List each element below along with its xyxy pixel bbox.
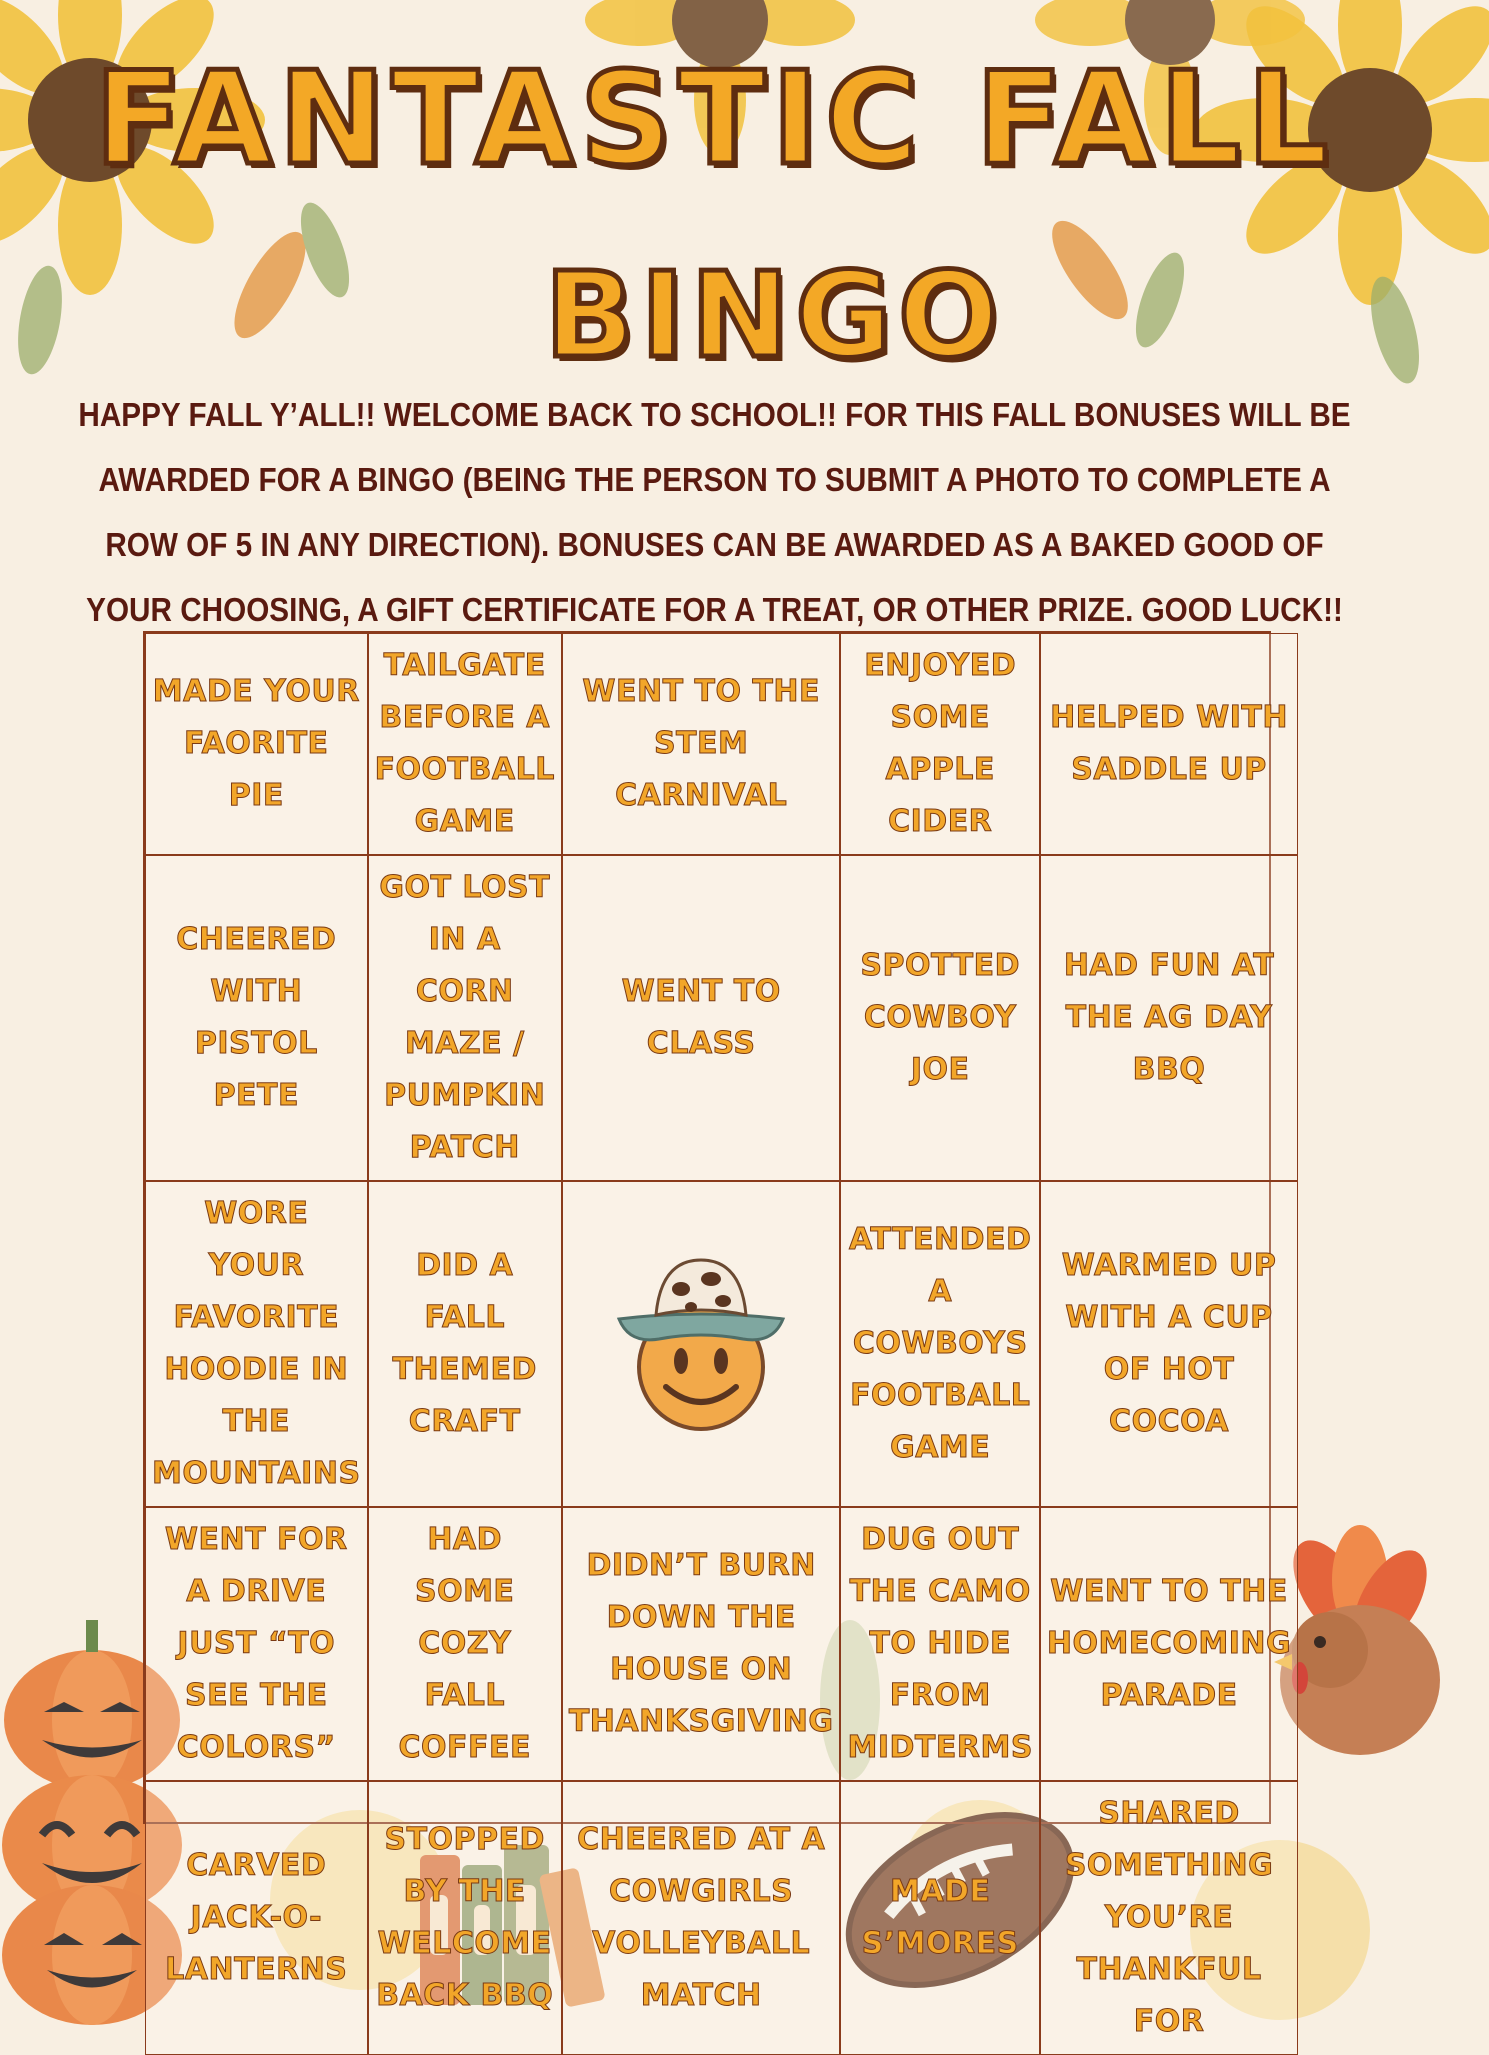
bingo-cell-label: CARVED JACK-O-LANTERNS bbox=[165, 1848, 348, 1987]
bingo-cell-label: WENT FOR A DRIVE JUST “TO SEE THE COLORS” bbox=[164, 1522, 348, 1765]
bingo-cell-label: CHEERED WITH PISTOL PETE bbox=[176, 922, 337, 1113]
bingo-cell[interactable] bbox=[562, 633, 841, 855]
bingo-cell[interactable] bbox=[562, 1781, 841, 2055]
bingo-cell[interactable] bbox=[145, 855, 368, 1181]
bingo-cell-label: ENJOYED SOME APPLE CIDER bbox=[864, 648, 1017, 839]
bingo-cell[interactable] bbox=[145, 1781, 368, 2055]
bingo-cell-label: SHARED SOMETHING YOU’RE THANKFUL FOR bbox=[1064, 1796, 1274, 2039]
bingo-cell[interactable] bbox=[840, 1781, 1039, 2055]
bingo-cell[interactable] bbox=[145, 1181, 368, 1507]
bingo-cell[interactable] bbox=[1040, 633, 1298, 855]
bingo-cell-label: WENT TO THE HOMECOMING PARADE bbox=[1046, 1574, 1292, 1713]
bingo-cell-label: STOPPED BY THE WELCOME BACK BBQ bbox=[376, 1822, 554, 2013]
bingo-cell-label: MADE YOUR FAORITE PIE bbox=[152, 674, 360, 813]
bingo-cell[interactable] bbox=[368, 1781, 562, 2055]
bingo-cell-label: WORE YOUR FAVORITE HOODIE IN THE MOUNTAINS bbox=[152, 1196, 361, 1491]
bingo-cell[interactable] bbox=[145, 1507, 368, 1781]
bingo-cell-label: DUG OUT THE CAMO TO HIDE FROM MIDTERMS bbox=[847, 1522, 1033, 1765]
bingo-cell-label: SPOTTED COWBOY JOE bbox=[860, 948, 1020, 1087]
bingo-grid bbox=[143, 631, 1292, 2039]
bingo-cell[interactable] bbox=[368, 1181, 562, 1507]
bingo-cell-label: HELPED WITH SADDLE UP bbox=[1050, 700, 1288, 787]
bingo-cell-label: MADE S’MORES bbox=[861, 1874, 1019, 1961]
bingo-cell-label: WENT TO CLASS bbox=[621, 974, 781, 1061]
bingo-cell[interactable] bbox=[1040, 1507, 1298, 1781]
bingo-cell[interactable] bbox=[368, 633, 562, 855]
bingo-cell[interactable] bbox=[840, 1507, 1039, 1781]
bingo-cell[interactable] bbox=[1040, 855, 1298, 1181]
bingo-cell[interactable] bbox=[840, 633, 1039, 855]
page-title: FANTASTIC FALL bbox=[94, 45, 1335, 194]
bingo-cell-label: DIDN’T BURN DOWN THE HOUSE ON THANKSGIVING bbox=[568, 1548, 834, 1739]
bingo-free-space[interactable] bbox=[562, 1181, 841, 1507]
bingo-cell-label: CHEERED AT A COWGIRLS VOLLEYBALL MATCH bbox=[577, 1822, 826, 2013]
cowboy-smiley-icon bbox=[611, 1249, 791, 1439]
bingo-cell-label: HAD SOME COZY FALL COFFEE bbox=[398, 1522, 531, 1765]
bingo-cell-label: HAD FUN AT THE AG DAY BBQ bbox=[1063, 948, 1275, 1087]
intro-text: HAPPY FALL Y’ALL!! WELCOME BACK TO SCHOOL!! FOR THIS FALL BONUSES WILL BE AWARDED FOR A BINGO (BEING THE PERSON TO SUBMIT A PHOTO TO COMPLETE A ROW OF 5 IN ANY DIRECTION). BONUSES CAN BE AWARDED AS A BAKED GOOD OF YOUR CHOOSING, A GIFT CERTIFICATE FOR A TREAT, OR OTHER PRIZE. GOOD LUCK!! bbox=[78, 396, 1351, 628]
bingo-cell-label: TAILGATE BEFORE A FOOTBALL GAME bbox=[374, 648, 555, 839]
bingo-cell[interactable] bbox=[1040, 1181, 1298, 1507]
bingo-cell-label: DID A FALL THEMED CRAFT bbox=[392, 1248, 537, 1439]
bingo-cell[interactable] bbox=[368, 855, 562, 1181]
bingo-cell-label: GOT LOST IN A CORN MAZE / PUMPKIN PATCH bbox=[379, 870, 551, 1165]
bingo-cell[interactable] bbox=[145, 633, 368, 855]
bingo-cell-label: ATTENDED A COWBOYS FOOTBALL GAME bbox=[849, 1222, 1032, 1465]
turkey-icon bbox=[1274, 1525, 1442, 1755]
bingo-cell[interactable] bbox=[840, 1181, 1039, 1507]
page-subtitle: BINGO bbox=[544, 246, 1005, 384]
bingo-cell[interactable] bbox=[368, 1507, 562, 1781]
bingo-cell-label: WARMED UP WITH A CUP OF HOT COCOA bbox=[1061, 1248, 1277, 1439]
bingo-cell[interactable] bbox=[840, 855, 1039, 1181]
bingo-cell-label: WENT TO THE STEM CARNIVAL bbox=[582, 674, 820, 813]
bingo-cell[interactable] bbox=[1040, 1781, 1298, 2055]
bingo-cell[interactable] bbox=[562, 855, 841, 1181]
bingo-cell[interactable] bbox=[562, 1507, 841, 1781]
